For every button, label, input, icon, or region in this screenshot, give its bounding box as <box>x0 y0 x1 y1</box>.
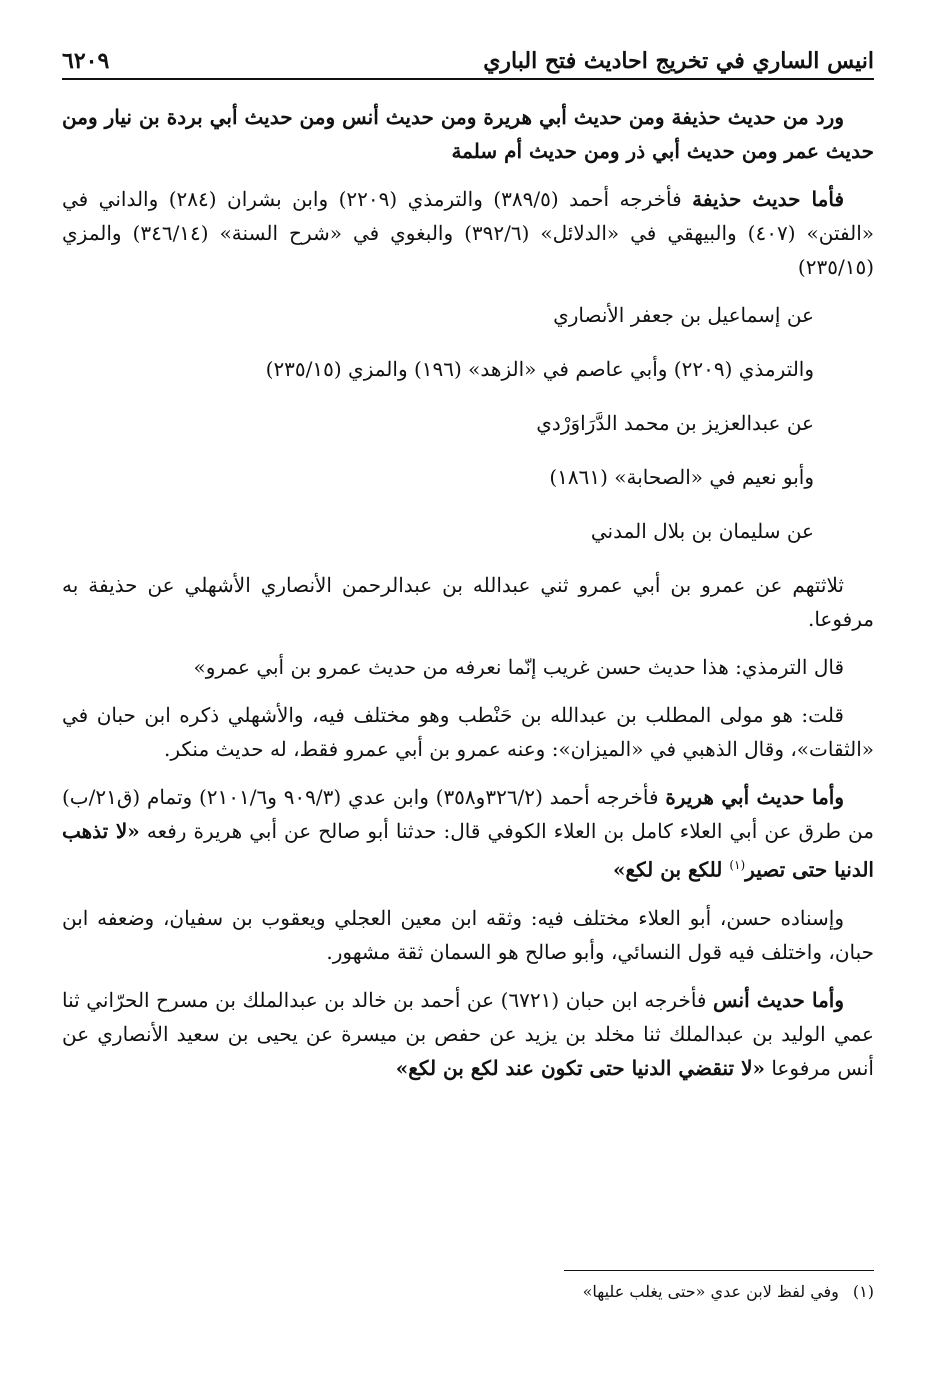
section-lead: وأما حديث أبي هريرة <box>665 785 844 809</box>
intro-paragraph: ورد من حديث حذيفة ومن حديث أبي هريرة ومن حديث أنس ومن حديث أبي بردة بن نيار ومن حديث عمر ومن حديث أبي ذر ومن حديث أم سلمة <box>62 105 874 163</box>
hudhayfa-paragraph <box>62 182 874 284</box>
chain-line: عن إسماعيل بن جعفر الأنصاري <box>553 303 814 327</box>
footnote <box>62 1282 874 1301</box>
abu-hurayra-paragraph <box>62 780 874 887</box>
chain-line: وأبو نعيم في «الصحابة» (١٨٦١) <box>549 465 814 489</box>
hadith-quote: «لا تذهب الدنيا حتى تصير <box>62 819 874 882</box>
page-number: ٦٢٠٩ <box>62 48 110 74</box>
hadith-quote: «لا تنقضي الدنيا حتى تكون عند لكع بن لكع» <box>395 1055 765 1080</box>
hadith-quote-end: للكع بن لكع» <box>612 857 730 882</box>
book-title: انيس الساري في تخريج احاديث فتح الباري <box>483 48 874 74</box>
page <box>62 40 874 1099</box>
paragraph-text: فأخرجه ابن حبان (٦٧٢١) عن أحمد بن خالد بن عبدالملك بن مسرح الحرّاني ثنا عمي الوليد بن عبدالملك ثنا مخلد بن يزيد عن حفص بن ميسرة عن يحيى بن سعيد الأنصاري عن أنس مرفوعا <box>62 987 874 1080</box>
paragraph-text: فأخرجه أحمد (٣٢٦/٢و٣٥٨) وابن عدي (٩٠٩/٣ و٢١٠١/٦) وتمام (ق٢١/ب) من طرق عن أبي العلاء كامل بن العلاء الكوفي قال: حدثنا أبو صالح عن أبي هريرة رفعه <box>62 785 874 843</box>
chain-line: والترمذي (٢٢٠٩) وأبي عاصم في «الزهد» (١٩٦) والمزي (٢٣٥/١٥) <box>265 357 814 381</box>
chain-line: عن عبدالعزيز بن محمد الدَّرَاوَرْدي <box>536 411 814 435</box>
section-lead: وأما حديث أنس <box>713 987 844 1012</box>
footnote-mark: (١) <box>852 1282 874 1301</box>
footnote-text: وفي لفظ لابن عدي «حتى يغلب عليها» <box>582 1282 839 1301</box>
running-header <box>62 40 874 80</box>
section-lead: فأما حديث حذيفة <box>692 187 845 211</box>
paragraph-text: فأخرجه أحمد (٣٨٩/٥) والترمذي (٢٢٠٩) وابن بشران (٢٨٤) والداني في «الفتن» (٤٠٧) والبيهقي في «الدلائل» (٣٩٢/٦) والبغوي في «شرح السنة» (٣٤٦/١٤) والمزي (٢٣٥/١٥) <box>62 187 874 279</box>
footnote-separator <box>564 1270 874 1271</box>
paragraph: ثلاثتهم عن عمرو بن أبي عمرو ثني عبدالله بن عبدالرحمن الأنصاري الأشهلي عن حذيفة به مرفوعا. <box>62 573 874 631</box>
tirmidhi-quote: قال الترمذي: هذا حديث حسن غريب إنّما نعرفه من حديث عمرو بن أبي عمرو» <box>193 655 844 679</box>
anas-paragraph <box>62 983 874 1085</box>
chain-line: عن سليمان بن بلال المدني <box>590 519 814 543</box>
footnote-ref[interactable]: (١) <box>729 858 746 872</box>
paragraph: قلت: هو مولى المطلب بن عبدالله بن حَنْطب وهو مختلف فيه، والأشهلي ذكره ابن حبان في «الثقات»، وقال الذهبي في «الميزان»: وعنه عمرو بن أبي عمرو فقط، له حديث منكر. <box>62 703 874 761</box>
paragraph: وإسناده حسن، أبو العلاء مختلف فيه: وثقه ابن معين العجلي ويعقوب بن سفيان، وضعفه ابن حبان، واختلف فيه قول النسائي، وأبو صالح هو السمان ثقة مشهور. <box>62 905 874 964</box>
main-text <box>62 100 874 1085</box>
